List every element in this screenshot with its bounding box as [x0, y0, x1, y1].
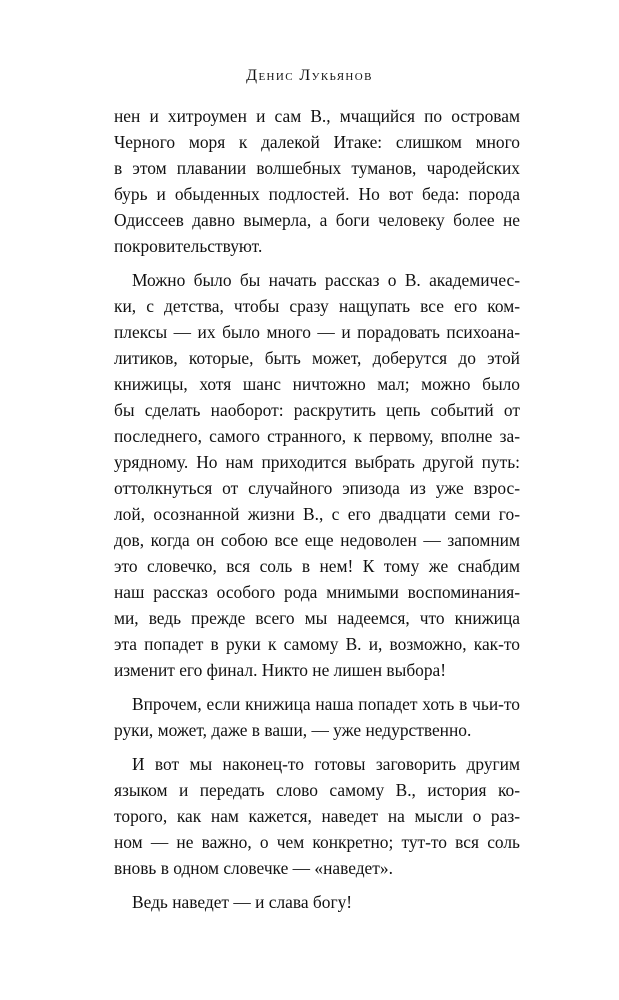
paragraph — [114, 889, 520, 915]
text-line: книжицы, хотя шанс ничтожно мал; можно было — [114, 374, 520, 394]
text-line: дов, когда он собою все еще недоволен — запомним — [114, 530, 520, 550]
paragraph — [114, 267, 520, 683]
text-line: эта попадет в руки к самому В. и, возможно, как-то — [114, 634, 520, 654]
text-line: торого, как нам кажется, наведет на мысли о раз- — [114, 806, 520, 826]
paragraph-gap — [114, 743, 520, 751]
text-line: покровительствуют. — [114, 236, 263, 256]
text-line: урядному. Но нам приходится выбрать другой путь: — [114, 452, 520, 472]
paragraph-gap — [114, 881, 520, 889]
text-line: последнего, самого странного, к первому, вполне за- — [114, 426, 520, 446]
running-head-author: Денис Лукьянов — [246, 67, 373, 84]
text-line: оттолкнуться от случайного эпизода из уже взрос- — [114, 478, 520, 498]
text-line: Впрочем, если книжица наша попадет хоть в чьи-то — [132, 694, 520, 714]
text-line: лой, осознанной жизни В., с его двадцати семи го- — [114, 504, 520, 524]
paragraph — [114, 691, 520, 743]
text-line: наш рассказ особого рода мнимыми воспоминания- — [114, 582, 520, 602]
text-line: бы сделать наоборот: раскрутить цепь событий от — [114, 400, 520, 420]
text-line: Черного моря к далекой Итаке: слишком много — [114, 132, 520, 152]
text-line: вновь в одном словечке — «наведет». — [114, 858, 393, 878]
paragraph — [114, 751, 520, 881]
text-line: Ведь наведет — и слава богу! — [132, 892, 353, 912]
text-line: ном — не важно, о чем конкретно; тут-то вся соль — [114, 832, 520, 852]
text-line: ми, ведь прежде всего мы надеемся, что книжица — [114, 608, 520, 628]
text-line: в этом плавании волшебных туманов, чародейских — [114, 158, 520, 178]
body-text — [114, 103, 520, 915]
text-line: плексы — их было много — и порадовать психоана- — [114, 322, 520, 342]
text-line: И вот мы наконец-то готовы заговорить другим — [132, 754, 520, 774]
paragraph-gap — [114, 259, 520, 267]
text-line: языком и передать слово самому В., история ко- — [114, 780, 520, 800]
text-line: Одиссеев давно вымерла, а боги человеку более не — [114, 210, 520, 230]
paragraph — [114, 103, 520, 259]
text-line: литиков, которые, быть может, доберутся до этой — [114, 348, 520, 368]
text-line: руки, может, даже в ваши, — уже недурственно. — [114, 720, 472, 740]
text-line: это словечко, вся соль в нем! К тому же снабдим — [114, 556, 520, 576]
text-line: изменит его финал. Никто не лишен выбора! — [114, 660, 447, 680]
text-line: ки, с детства, чтобы сразу нащупать все его ком- — [114, 296, 520, 316]
text-line: нен и хитроумен и сам В., мчащийся по островам — [114, 106, 520, 126]
text-line: Можно было бы начать рассказ о В. академичес- — [132, 270, 520, 290]
text-line: бурь и обыденных подлостей. Но вот беда: порода — [114, 184, 520, 204]
paragraph-gap — [114, 683, 520, 691]
